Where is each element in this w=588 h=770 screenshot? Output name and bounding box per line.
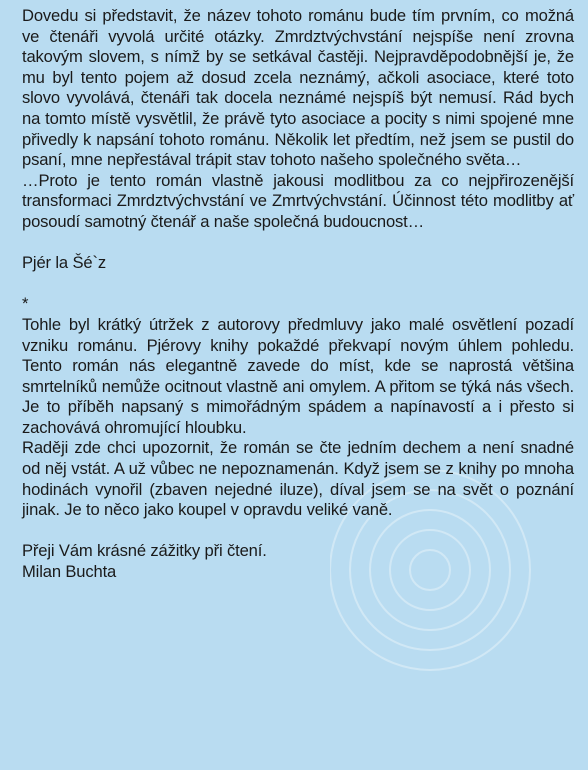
closing-line: Přeji Vám krásné zážitky při čtení.: [22, 541, 267, 561]
signature: Milan Buchta: [22, 562, 117, 582]
review-paragraph-1: Tohle byl krátký útržek z autorovy předmluvy jako malé osvětlení pozadí vzniku románu. Pjérovy knihy pokaždé překvapí novým úhlem pohledu. Tento román nás elegantně zavede do míst, kde se naprostá většina smrtelníků nemůže ocitnout vlastně ani omylem. A přitom se týká nás všech. Je to příběh napsaný s mimořádným spádem a napínavostí a i přesto si zachovává ohromující hloubku.: [22, 314, 574, 437]
section-separator: *: [22, 294, 29, 314]
review-paragraph-2: Raději zde chci upozornit, že román se čte jedním dechem a není snadné od něj vstát. A už vůbec ne nepoznamenán. Když jsem se z knihy po mnoha hodinách vynořil (zbaven nejedné iluze), díval jsem se na svět o poznání jinak. Je to něco jako koupel v opravdu veliké vaně.: [22, 438, 574, 520]
preface-author: Pjér la Šé`z: [22, 253, 106, 273]
preface-paragraph-1: Dovedu si představit, že název tohoto románu bude tím prvním, co možná ve čtenáři vyvolá určité otázky. Zmrdztvýchvstání nejspíše není zrovna takovým slovem, s nímž by se setkával častěji. Nejpravděpodobnější je, že mu byl tento pojem až dosud zcela neznámý, ačkoli asociace, které toto slovo vyvolává, čtenáři tak docela neznámé nejspíš být nemusí. Rád bych na tomto místě vysvětlil, že právě tyto asociace a pocity s nimi spojené mne přivedly k napsání tohoto románu. Několik let předtím, než jsem se pustil do psaní, mne nepřestával trápit stav tohoto našeho společného světa…: [22, 6, 574, 170]
preface-paragraph-2: …Proto je tento román vlastně jakousi modlitbou za co nejpřirozenější transformaci Zmrdztvýchvstání ve Zmrtvýchvstání. Účinnost této modlitby ať posoudí samotný čtenář a naše společná budoucnost…: [22, 170, 574, 231]
document-body: [22, 6, 574, 583]
